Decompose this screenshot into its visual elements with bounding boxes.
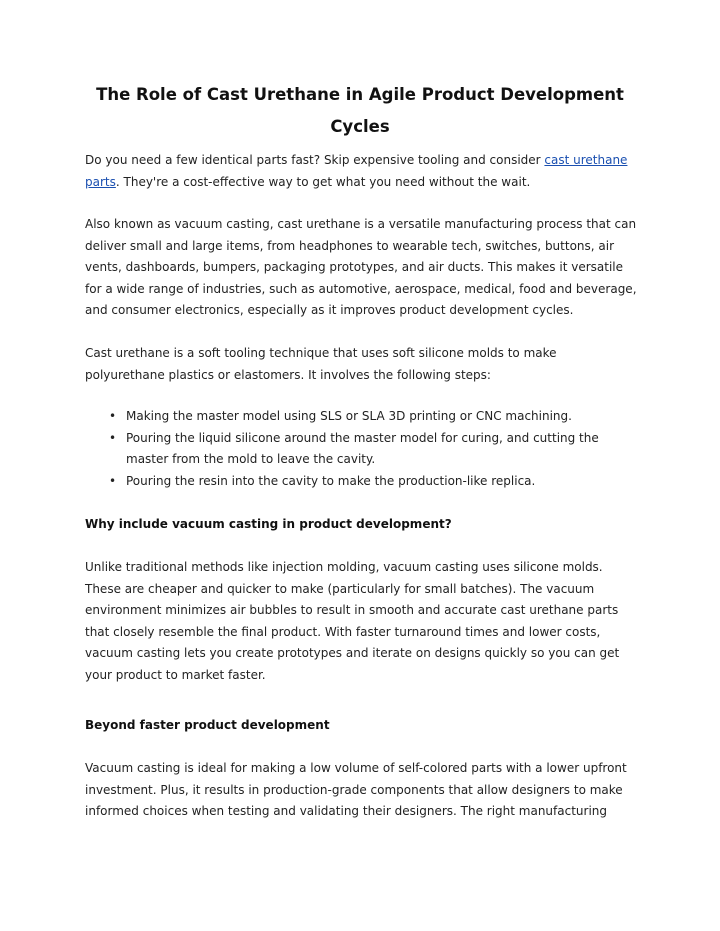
soft-tooling-paragraph: Cast urethane is a soft tooling technique that uses soft silicone molds to make polyurethane plastics or elastomers. It involves the following steps: (85, 346, 557, 382)
steps-list (85, 406, 637, 492)
list-item (85, 471, 606, 493)
list-item (85, 406, 606, 428)
bullet-icon: • (109, 473, 117, 488)
beyond-heading: Beyond faster product development (85, 718, 330, 732)
page-title: The Role of Cast Urethane in Agile Product Development Cycles (96, 85, 624, 136)
bullet-icon: • (109, 409, 117, 423)
intro-paragraph (85, 150, 637, 193)
vacuum-casting-paragraph: Also known as vacuum casting, cast urethane is a versatile manufacturing process that can deliver small and large items, from headphones to wearable tech, switches, buttons, air vents, dashboards, bumpers, packaging prototypes, and air ducts. This makes it versatile for a wide range of industries, such as automotive, aerospace, medical, food and beverage, and consumer electronics, especially as it improves product development cycles. (85, 217, 637, 317)
intro-text-after-link: . They're a cost-effective way to get what you need without the wait. (115, 174, 531, 189)
step-text: Pouring the resin into the cavity to make the production-like replica. (126, 473, 536, 488)
step-text: Making the master model using SLS or SLA 3D printing or CNC machining. (126, 409, 572, 423)
why-paragraph: Unlike traditional methods like injection molding, vacuum casting uses silicone molds. These are cheaper and quicker to make (particularly for small batches). The vacuum environment minimizes air bubbles to result in smooth and accurate cast urethane parts that closely resemble the final product. With faster turnaround times and lower costs, vacuum casting lets you create prototypes and iterate on designs quickly so you can get your product to market faster. (85, 560, 620, 682)
bullet-icon: • (109, 430, 117, 445)
list-item (85, 428, 606, 471)
step-text: Pouring the liquid silicone around the master model for curing, and cutting the master from the mold to leave the cavity. (126, 430, 599, 466)
why-heading: Why include vacuum casting in product development? (85, 517, 452, 531)
beyond-paragraph: Vacuum casting is ideal for making a low volume of self-colored parts with a lower upfront investment. Plus, it results in production-grade components that allow designers to make informed choices when testing and validating their designers. The right manufacturing (85, 761, 627, 818)
intro-text-before-link: Do you need a few identical parts fast? Skip expensive tooling and consider (85, 153, 545, 167)
cast-urethane-parts-link[interactable]: cast urethane parts (85, 153, 628, 189)
